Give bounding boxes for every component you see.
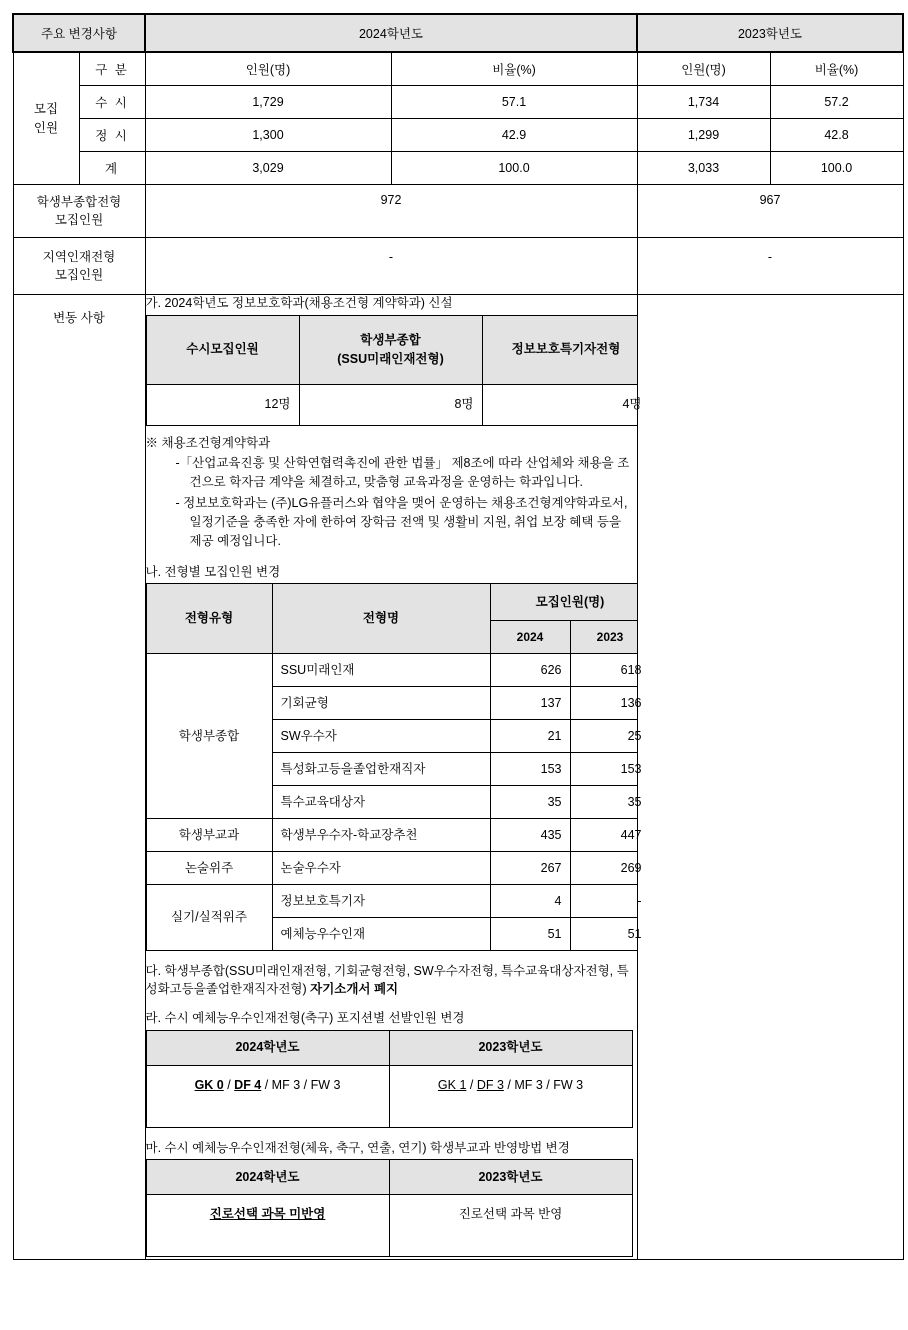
admission-types-table: [146, 583, 651, 951]
soccer-head-2023: 2023학년도: [389, 1030, 632, 1065]
new-dept-col-comprehensive-line2: (SSU미래인재전형): [337, 351, 444, 366]
admission-name-principal-recommend: 학생부우수자-학교장추천: [272, 819, 490, 852]
comprehensive-label-line1: 학생부종합전형: [36, 194, 122, 209]
document-page: [12, 13, 896, 1260]
quota-2023-principal-recommend: 447: [570, 819, 650, 852]
subject-value-2024-text: 진로선택 과목 미반영: [209, 1207, 326, 1222]
quota-2023-infosec: -: [570, 885, 650, 918]
subject-value-2024: [146, 1195, 389, 1257]
admission-name-arts-sports: 예체능우수인재: [272, 918, 490, 951]
susi-count-2024: 1,729: [145, 86, 391, 119]
jeongsi-ratio-2023: 42.8: [770, 119, 903, 152]
new-dept-col-comprehensive-line1: 학생부종합: [360, 333, 421, 348]
quota-2024-infosec: 4: [490, 885, 570, 918]
section-a-title: 가. 2024학년도 정보보호학과(채용조건형 계약학과) 신설: [145, 296, 453, 310]
section-e-title: 마. 수시 예체능우수인재전형(체육, 축구, 연출, 연기) 학생부교과 반영방법 변경: [145, 1140, 570, 1155]
soccer-value-2024: [146, 1065, 389, 1127]
header-year-2024: 2024학년도: [145, 14, 637, 52]
subject-value-2023: 진로선택 과목 반영: [389, 1195, 632, 1257]
note-item-1: -「산업교육진흥 및 산학연협력촉진에 관한 법률」 제8조에 따라 산업체와 채용을 조건으로 학자금 계약을 체결하고, 맞춤형 교육과정을 운영하는 학과입니다.: [175, 455, 630, 490]
regional-label: [13, 238, 145, 295]
recruitment-subheader-row: [13, 52, 903, 86]
total-ratio-2024: 100.0: [391, 152, 637, 185]
section-c-normal-text: 다. 학생부종합(SSU미래인재전형, 기회균형전형, SW우수자전형, 특수교육대상자전형, 특성화고등을졸업한재직자전형): [145, 964, 629, 996]
table-row: [146, 885, 650, 918]
admission-name-special-education: 특수교육대상자: [272, 786, 490, 819]
comprehensive-value-2024: 972: [145, 185, 637, 238]
quota-2024-principal-recommend: 435: [490, 819, 570, 852]
contract-department-note: [146, 434, 637, 552]
new-department-table: [146, 315, 651, 426]
soccer-2024-rest: / MF 3 / FW 3: [261, 1077, 341, 1092]
soccer-position-header-row: [146, 1030, 632, 1065]
recruitment-group-label-line1: 모집: [33, 102, 59, 117]
susi-ratio-2024: 57.1: [391, 86, 637, 119]
table-row-comprehensive: [13, 185, 903, 238]
soccer-position-value-row: [146, 1065, 632, 1127]
section-c-text: [146, 963, 637, 998]
admission-name-vocational: 특성화고등을졸업한재직자: [272, 753, 490, 786]
soccer-2023-df: DF 3: [476, 1077, 504, 1092]
soccer-head-2024: 2024학년도: [146, 1030, 389, 1065]
soccer-2023-rest: / MF 3 / FW 3: [503, 1077, 584, 1092]
susi-ratio-2023: 57.2: [770, 86, 903, 119]
column-division: 구 분: [79, 52, 145, 86]
row-label-total: 계: [79, 152, 145, 185]
quota-2024-special-education: 35: [490, 786, 570, 819]
new-department-header-row: [146, 315, 650, 384]
soccer-2024-gk: GK 0: [194, 1077, 224, 1092]
quota-2024-vocational: 153: [490, 753, 570, 786]
admission-name-sw: SW우수자: [272, 720, 490, 753]
quota-2024-sw: 21: [490, 720, 570, 753]
admission-type-subject: 학생부교과: [146, 819, 272, 852]
new-dept-value-comprehensive: 8명: [299, 384, 482, 425]
admission-name-ssu: SSU미래인재: [272, 654, 490, 687]
section-c-bold-text: 자기소개서 폐지: [310, 981, 399, 996]
new-dept-col-susi: 수시모집인원: [146, 315, 299, 384]
new-dept-col-comprehensive: [299, 315, 482, 384]
subject-head-2024: 2024학년도: [146, 1160, 389, 1195]
jeongsi-count-2023: 1,299: [637, 119, 770, 152]
section-b-title: 나. 전형별 모집인원 변경: [145, 564, 281, 579]
quota-2023-equal-opportunity: 136: [570, 687, 650, 720]
quota-2024-equal-opportunity: 137: [490, 687, 570, 720]
soccer-value-2023: [389, 1065, 632, 1127]
quota-2023-arts-sports: 51: [570, 918, 650, 951]
comprehensive-label-line2: 모집인원: [54, 213, 104, 227]
col-quota-2024: 2024: [490, 621, 570, 654]
admission-name-essay: 논술우수자: [272, 852, 490, 885]
quota-2024-essay: 267: [490, 852, 570, 885]
quota-2023-vocational: 153: [570, 753, 650, 786]
table-row: [146, 654, 650, 687]
row-label-susi: 수 시: [79, 86, 145, 119]
admission-type-practical: 실기/실적위주: [146, 885, 272, 951]
main-changes-table: [12, 13, 904, 1260]
recruitment-group-label-line2: 인원: [33, 120, 59, 135]
comprehensive-value-2023: 967: [637, 185, 903, 238]
table-row-regional: [13, 238, 903, 295]
quota-2023-essay: 269: [570, 852, 650, 885]
subject-head-2023: 2023학년도: [389, 1160, 632, 1195]
soccer-position-table: [146, 1030, 633, 1128]
table-row-jeongsi: [13, 119, 903, 152]
regional-label-line2: 모집인원: [54, 268, 104, 282]
comprehensive-label: [13, 185, 145, 238]
soccer-2024-sep: /: [223, 1077, 235, 1092]
admission-type-essay: 논술위주: [146, 852, 272, 885]
header-main-label: 주요 변경사항: [13, 14, 145, 52]
table-header-row: [13, 14, 903, 52]
soccer-2023-sep: /: [466, 1077, 477, 1092]
note-heading: ※ 채용조건형계약학과: [145, 435, 271, 450]
admission-name-equal-opportunity: 기회균형: [272, 687, 490, 720]
quota-2024-ssu: 626: [490, 654, 570, 687]
new-dept-col-special: 정보보호특기자전형: [482, 315, 650, 384]
total-count-2024: 3,029: [145, 152, 391, 185]
section-d-title: 라. 수시 예체능우수인재전형(축구) 포지션별 선발인원 변경: [145, 1011, 465, 1026]
col-quota: 모집인원(명): [490, 584, 650, 621]
table-row-total: [13, 152, 903, 185]
jeongsi-count-2024: 1,300: [145, 119, 391, 152]
changes-empty-right-cell: [637, 295, 903, 1260]
admission-types-header-row-1: [146, 584, 650, 621]
table-row: [146, 852, 650, 885]
jeongsi-ratio-2024: 42.9: [391, 119, 637, 152]
col-admission-type: 전형유형: [146, 584, 272, 654]
regional-value-2023: -: [637, 238, 903, 295]
total-count-2023: 3,033: [637, 152, 770, 185]
column-ratio-2024: 비율(%): [391, 52, 637, 86]
row-label-jeongsi: 정 시: [79, 119, 145, 152]
recruitment-group-label: [13, 52, 79, 185]
subject-reflection-table: [146, 1159, 633, 1257]
subject-reflection-value-row: [146, 1195, 632, 1257]
column-count-2023: 인원(명): [637, 52, 770, 86]
new-department-value-row: [146, 384, 650, 425]
total-ratio-2023: 100.0: [770, 152, 903, 185]
column-ratio-2023: 비율(%): [770, 52, 903, 86]
quota-2024-arts-sports: 51: [490, 918, 570, 951]
note-item-2: - 정보보호학과는 (주)LG유플러스와 협약을 맺어 운영하는 채용조건형계약학과로서, 일정기준을 충족한 자에 한하여 장학금 전액 및 생활비 지원, 취업 보장 혜택 등을 제공 예정입니다.: [175, 495, 628, 549]
regional-label-line1: 지역인재전형: [42, 249, 116, 264]
soccer-2023-gk: GK 1: [437, 1077, 467, 1092]
new-dept-value-susi: 12명: [146, 384, 299, 425]
new-dept-value-special: 4명: [482, 384, 650, 425]
subject-reflection-header-row: [146, 1160, 632, 1195]
changes-label: 변동 사항: [13, 295, 145, 1260]
col-admission-name: 전형명: [272, 584, 490, 654]
changes-content: [145, 295, 642, 1260]
admission-type-comprehensive: 학생부종합: [146, 654, 272, 819]
header-year-2023: 2023학년도: [637, 14, 903, 52]
table-row-susi: [13, 86, 903, 119]
quota-2023-special-education: 35: [570, 786, 650, 819]
soccer-2024-df: DF 4: [234, 1077, 262, 1092]
susi-count-2023: 1,734: [637, 86, 770, 119]
table-row: [146, 819, 650, 852]
regional-value-2024: -: [145, 238, 637, 295]
col-quota-2023: 2023: [570, 621, 650, 654]
table-row-changes: [13, 295, 903, 1260]
column-count-2024: 인원(명): [145, 52, 391, 86]
quota-2023-ssu: 618: [570, 654, 650, 687]
quota-2023-sw: 25: [570, 720, 650, 753]
admission-name-infosec: 정보보호특기자: [272, 885, 490, 918]
